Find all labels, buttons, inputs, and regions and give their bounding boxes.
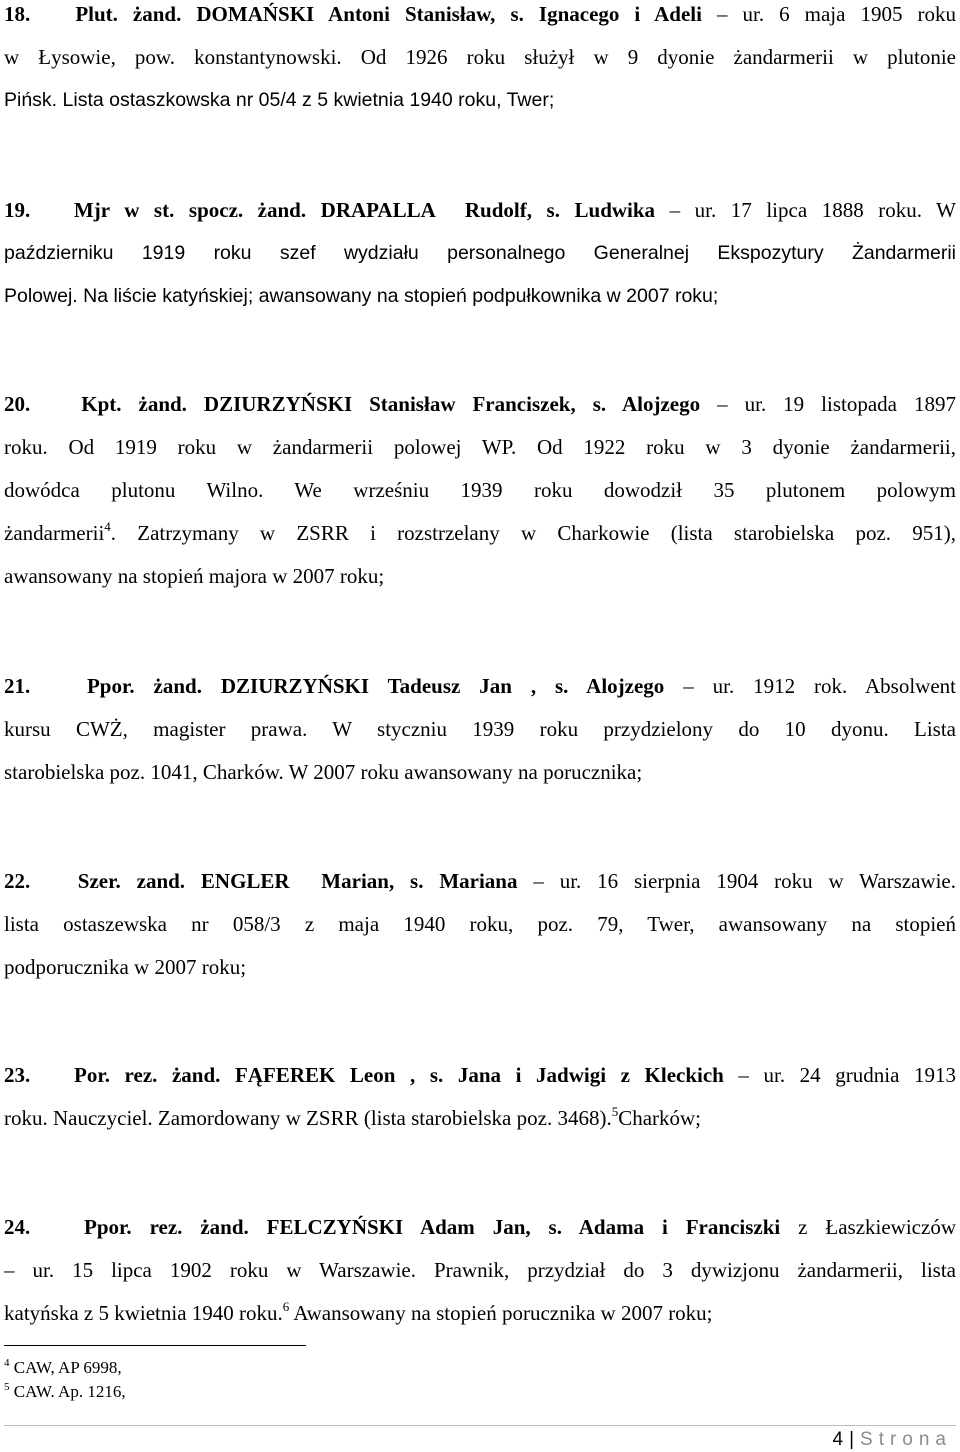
- entry-22: [4, 860, 956, 989]
- footnote-item: [4, 1380, 126, 1404]
- page-footer: [833, 1428, 953, 1452]
- footnote-number: 4: [4, 1357, 10, 1369]
- entry-line: [4, 1206, 956, 1249]
- entry-text: – ur. 19 listopada 1897: [700, 392, 957, 416]
- entry-line: roku. Nauczyciel. Zamordowany w ZSRR (lista starobielska poz. 3468).$^5$Charków;: [4, 1104, 702, 1130]
- entry-text: – ur. 24 grudnia 1913: [723, 1063, 956, 1087]
- footer-label: Strona: [860, 1429, 952, 1450]
- footer-divider: [4, 1425, 956, 1426]
- footnote-ref: 6: [282, 1299, 290, 1314]
- entry-line: katyńska z 5 kwietnia 1940 roku.$^6$ Awansowany na stopień porucznika w 2007 roku;: [4, 1299, 713, 1325]
- entry-24: [4, 1206, 956, 1335]
- page-number: 4: [832, 1429, 844, 1450]
- entry-text: – ur. 16 sierpnia 1904 roku w Warszawie.: [517, 869, 957, 893]
- entry-line: październiku 1919 roku szef wydziału personalnego Generalnej Ekspozytury Żandarmerii: [4, 242, 956, 264]
- entry-line: w Łysowie, pow. konstantynowski. Od 1926 roku służył w 9 dyonie żandarmerii w plutonie: [4, 45, 956, 69]
- entry-line: [4, 0, 956, 36]
- footnote-ref: 4: [104, 519, 111, 534]
- footnote-text: CAW. Ap. 1216,: [9, 1382, 126, 1401]
- entry-line: dowódca plutonu Wilno. We wrześniu 1939 roku dowodził 35 plutonem polowym: [4, 478, 956, 502]
- entry-heading: 18. Plut. żand. DOMAŃSKI Antoni Stanisław, s. Ignacego i Adeli: [4, 2, 702, 26]
- entry-line: podporucznika w 2007 roku;: [4, 955, 247, 979]
- entry-20: [4, 383, 956, 598]
- entry-text: – ur. 6 maja 1905 roku: [701, 2, 956, 26]
- entry-line: – ur. 15 lipca 1902 roku w Warszawie. Prawnik, przydział do 3 dywizjonu żandarmerii, lista: [4, 1258, 956, 1282]
- entry-text: – ur. 17 lipca 1888 roku. W: [655, 198, 956, 222]
- footnote-item: [4, 1356, 126, 1380]
- entry-line: Polowej. Na liście katyńskiej; awansowany na stopień podpułkownika w 2007 roku;: [4, 285, 719, 307]
- entry-text: z Łaszkiewiczów: [780, 1215, 956, 1239]
- entry-23: [4, 1054, 956, 1140]
- footnote-number: 5: [4, 1381, 10, 1393]
- entry-line: kursu CWŻ, magister prawa. W styczniu 1939 roku przydzielony do 10 dyonu. Lista: [4, 717, 956, 741]
- entry-heading: 19. Mjr w st. spocz. żand. DRAPALLA Rudolf, s. Ludwika: [4, 198, 656, 222]
- entry-line: starobielska poz. 1041, Charków. W 2007 roku awansowany na porucznika;: [4, 760, 643, 784]
- entry-line: [4, 383, 956, 426]
- entry-heading: 23. Por. rez. żand. FĄFEREK Leon , s. Jana i Jadwigi z Kleckich: [4, 1063, 724, 1087]
- footnote-text: CAW, AP 6998,: [9, 1358, 122, 1377]
- entry-text: – ur. 1912 rok. Absolwent: [664, 674, 956, 698]
- entry-line: [4, 665, 956, 708]
- entry-heading: 21. Ppor. żand. DZIURZYŃSKI Tadeusz Jan , s. Alojzego: [4, 674, 665, 698]
- entry-line: [4, 189, 956, 232]
- entry-line: żandarmerii$^4$. Zatrzymany w ZSRR i rozstrzelany w Charkowie (lista starobielska poz. 951),: [4, 519, 956, 545]
- entry-line: Pińsk. Lista ostaszkowska nr 05/4 z 5 kwietnia 1940 roku, Twer;: [4, 89, 555, 111]
- entry-line: awansowany na stopień majora w 2007 roku;: [4, 564, 385, 588]
- entry-21: [4, 665, 956, 794]
- footnote-ref: 5: [611, 1104, 619, 1119]
- footnotes: [4, 1356, 126, 1404]
- entry-line: [4, 1054, 956, 1097]
- entry-line: roku. Od 1919 roku w żandarmerii polowej WP. Od 1922 roku w 3 dyonie żandarmerii,: [4, 435, 956, 459]
- entry-line: lista ostaszewska nr 058/3 z maja 1940 roku, poz. 79, Twer, awansowany na stopień: [4, 912, 956, 936]
- entry-19: [4, 189, 956, 318]
- footnote-divider: [4, 1345, 306, 1346]
- entry-heading: 22. Szer. zand. ENGLER Marian, s. Mariana: [4, 869, 518, 893]
- entry-line: [4, 860, 956, 903]
- entry-heading: 24. Ppor. rez. żand. FELCZYŃSKI Adam Jan, s. Adama i Franciszki: [4, 1215, 781, 1239]
- footer-separator: |: [849, 1429, 855, 1450]
- entry-18: [4, 0, 956, 122]
- entry-heading: 20. Kpt. żand. DZIURZYŃSKI Stanisław Franciszek, s. Alojzego: [4, 392, 701, 416]
